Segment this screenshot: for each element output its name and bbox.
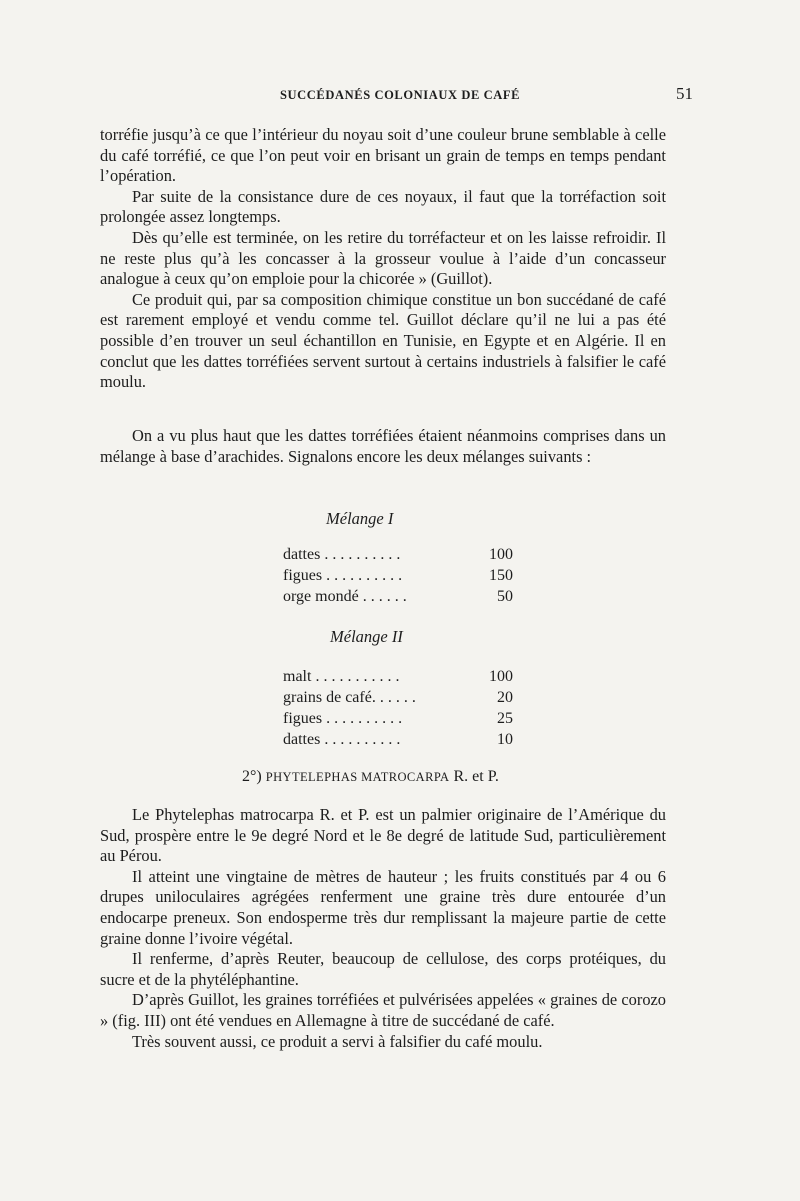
ingredient-quantity: 100 (489, 546, 513, 563)
ingredient-name: malt . . . . . . . . . . . (283, 668, 400, 685)
ingredient-name: figues . . . . . . . . . . (283, 567, 403, 584)
text-block-mix-intro (100, 426, 666, 467)
ingredient-quantity: 20 (497, 689, 513, 706)
paragraph: Ce produit qui, par sa composition chimique constitue un bon succédané de café est rarement employé et vendu comme tel. Guillot déclare qu’il ne lui a pas été possible d’en trouver un seul échantillon en Tunisie, en Egypte et en Algérie. Il en conclut que les dattes torréfiées servent surtout à certains industriels à falsifier le café moulu. (100, 289, 666, 392)
melange-1-row (283, 588, 513, 608)
running-head: SUCCÉDANÉS COLONIAUX DE CAFÉ (280, 88, 521, 102)
paragraph: torréfie jusqu’à ce que l’intérieur du noyau soit d’une couleur brune semblable à celle du café torréfié, ce que l’on peut voir en brisant un grain de temps en temps pendant l’opération. (100, 125, 666, 186)
text-block-top (100, 125, 666, 393)
paragraph: Dès qu’elle est terminée, on les retire du torréfacteur et on les laisse refroidir. Il ne reste plus qu’à les concasser à la grosseur voulue à l’aide d’un concasseur analogue à ceux qu’on emploie pour la chicorée » (Guillot). (100, 227, 666, 289)
section-heading (242, 768, 499, 786)
ingredient-name: dattes . . . . . . . . . . (283, 546, 401, 563)
section-authors: R. et P. (453, 768, 499, 785)
melange-2-title: Mélange II (330, 627, 403, 646)
ingredient-quantity: 50 (497, 588, 513, 605)
paragraph: On a vu plus haut que les dattes torréfiées étaient néanmoins comprises dans un mélange à base d’arachides. Signalons encore les deux mélanges suivants : (100, 426, 666, 466)
melange-2-row (283, 731, 513, 751)
page-number: 51 (676, 84, 693, 103)
melange-1-row (283, 546, 513, 566)
melange-1-row (283, 567, 513, 587)
ingredient-name: grains de café. . . . . . (283, 689, 416, 706)
ingredient-quantity: 100 (489, 668, 513, 685)
melange-1-title: Mélange I (326, 509, 394, 528)
ingredient-name: orge mondé . . . . . . (283, 588, 407, 605)
ingredient-name: figues . . . . . . . . . . (283, 710, 403, 727)
section-species: PHYTELEPHAS MATROCARPA (265, 770, 450, 784)
ingredient-name: dattes . . . . . . . . . . (283, 731, 401, 748)
melange-2-row (283, 668, 513, 688)
melange-2-row (283, 710, 513, 730)
paragraph: D’après Guillot, les graines torréfiées et pulvérisées appelées « graines de corozo » (fig. III) ont été vendues en Allemagne à titre de succédané de café. (100, 990, 666, 1030)
melange-2-row (283, 689, 513, 709)
paragraph: Très souvent aussi, ce produit a servi à falsifier du café moulu. (132, 1031, 543, 1051)
text-block-bottom (100, 805, 666, 1052)
paragraph: Il atteint une vingtaine de mètres de hauteur ; les fruits constitués par 4 ou 6 drupes uniloculaires agrégées renferment une graine très dure entourée d’un endocarpe preneux. Son endosperme très dur remplissant la majeure partie de cette graine donne l’ivoire végétal. (100, 866, 666, 948)
paragraph: Le Phytelephas matrocarpa R. et P. est un palmier originaire de l’Amérique du Sud, prospère entre le 9e degré Nord et le 8e degré de latitude Sud, particulièrement au Pérou. (100, 805, 666, 866)
paragraph: Il renferme, d’après Reuter, beaucoup de cellulose, des corps protéiques, du sucre et de la phytéléphantine. (100, 949, 666, 989)
ingredient-quantity: 150 (489, 567, 513, 584)
paragraph: Par suite de la consistance dure de ces noyaux, il faut que la torréfaction soit prolongée assez longtemps. (100, 186, 666, 227)
ingredient-quantity: 10 (497, 731, 513, 748)
section-number: 2°) (242, 768, 262, 785)
ingredient-quantity: 25 (497, 710, 513, 727)
